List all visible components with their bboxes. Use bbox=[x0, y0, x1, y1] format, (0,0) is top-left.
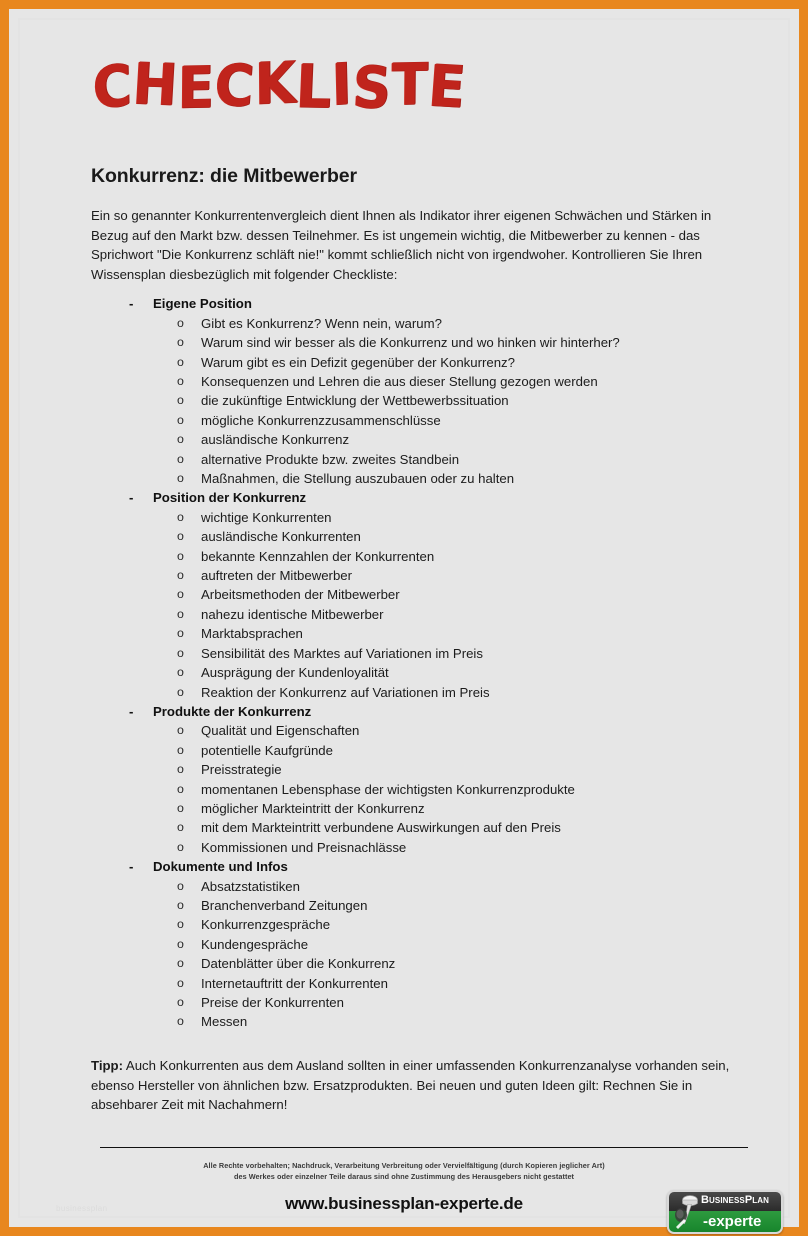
circle-marker-icon: o bbox=[177, 587, 184, 602]
checklist-item[interactable] bbox=[91, 974, 751, 993]
checklist-item[interactable] bbox=[91, 547, 751, 566]
tip-label: Tipp: bbox=[91, 1058, 123, 1073]
circle-marker-icon: o bbox=[177, 548, 184, 563]
title-glyph: I bbox=[331, 51, 354, 119]
circle-marker-icon: o bbox=[177, 315, 184, 330]
checklist-item[interactable] bbox=[91, 721, 751, 740]
checklist-item-label: nahezu identische Mitbewerber bbox=[201, 606, 384, 622]
checklist-section-header bbox=[91, 702, 751, 721]
checklist-item-label: momentanen Lebensphase der wichtigsten Konkurrenzprodukte bbox=[201, 781, 575, 797]
checklist-item-label: bekannte Kennzahlen der Konkurrenten bbox=[201, 548, 435, 564]
checklist-item[interactable] bbox=[91, 799, 751, 818]
checklist-section-header bbox=[91, 488, 751, 507]
circle-marker-icon: o bbox=[177, 529, 184, 544]
circle-marker-icon: o bbox=[177, 723, 184, 738]
circle-marker-icon: o bbox=[177, 820, 184, 835]
checklist-section bbox=[91, 857, 751, 1032]
checklist-item-label: Arbeitsmethoden der Mitbewerber bbox=[201, 587, 400, 603]
circle-marker-icon: o bbox=[177, 975, 184, 990]
checkliste-title-wrap bbox=[91, 50, 469, 123]
tip-text: Auch Konkurrenten aus dem Ausland sollten in einer umfassenden Konkurrenzanalyse vorhanden sein, ebenso Hersteller von ähnlichen bzw. Ersatzprodukten. Bei neuen und guten Ideen gilt: Rechnen Sie in absehbarer Zeit mit Nachahmern! bbox=[91, 1058, 730, 1113]
checklist-sub-list bbox=[91, 314, 751, 489]
checklist-item[interactable] bbox=[91, 391, 751, 410]
checklist-item-label: Messen bbox=[201, 1014, 248, 1030]
checklist-item[interactable] bbox=[91, 818, 751, 837]
circle-marker-icon: o bbox=[177, 645, 184, 660]
page-inner-frame bbox=[18, 18, 790, 1230]
checklist-item-label: ausländische Konkurrenz bbox=[201, 432, 350, 448]
title-glyph: H bbox=[130, 51, 180, 120]
checklist-item-label: wichtige Konkurrenten bbox=[201, 509, 332, 525]
circle-marker-icon: o bbox=[177, 568, 184, 583]
checklist-item-label: Kundengespräche bbox=[201, 936, 309, 952]
dash-marker-icon: - bbox=[129, 296, 134, 312]
checklist-item-label: ausländische Konkurrenten bbox=[201, 529, 361, 545]
checklist-item-label: auftreten der Mitbewerber bbox=[201, 568, 352, 584]
title-glyph: K bbox=[254, 50, 298, 118]
dash-marker-icon: - bbox=[129, 859, 134, 875]
footer-divider bbox=[100, 1147, 748, 1148]
checklist-item-label: Warum sind wir besser als die Konkurrenz und wo hinken wir hinterher? bbox=[201, 335, 620, 351]
checklist-section-label: Produkte der Konkurrenz bbox=[153, 703, 312, 719]
intro-paragraph: Ein so genannter Konkurrentenvergleich dient Ihnen als Indikator ihrer eigenen Schwächen und Stärken in Bezug auf den Markt bzw. dessen Teilnehmer. Es ist ungemein wichtig, die Mitbewerber zu kennen - das Sprichwort "Die Konkurrenz schläft nie!" kommt schließlich nicht von irgendwoher. Kontrollieren Sie Ihren Wissensplan diesbezüglich mit folgender Checkliste: bbox=[91, 208, 712, 282]
checklist-item[interactable] bbox=[91, 566, 751, 585]
dash-marker-icon: - bbox=[129, 703, 134, 719]
checklist-section-label: Eigene Position bbox=[153, 296, 252, 312]
checklist-item[interactable] bbox=[91, 411, 751, 430]
checklist-item[interactable] bbox=[91, 915, 751, 934]
page-watermark: businessplan bbox=[56, 1204, 108, 1213]
checklist-sub-list bbox=[91, 508, 751, 702]
checklist-section-header bbox=[91, 294, 751, 313]
circle-marker-icon: o bbox=[177, 393, 184, 408]
circle-marker-icon: o bbox=[177, 451, 184, 466]
checklist-item[interactable] bbox=[91, 1012, 751, 1031]
checklist-item-label: mögliche Konkurrenzzusammenschlüsse bbox=[201, 412, 441, 428]
checklist-item[interactable] bbox=[91, 372, 751, 391]
checklist-section-header bbox=[91, 857, 751, 876]
checklist-item-label: Qualität und Eigenschaften bbox=[201, 723, 360, 739]
document-heading: Konkurrenz: die Mitbewerber bbox=[91, 165, 358, 187]
title-glyph: L bbox=[295, 52, 334, 123]
checklist-item[interactable] bbox=[91, 605, 751, 624]
circle-marker-icon: o bbox=[177, 878, 184, 893]
circle-marker-icon: o bbox=[177, 762, 184, 777]
checklist-item-label: Datenblätter über die Konkurrenz bbox=[201, 956, 396, 972]
checklist-item[interactable] bbox=[91, 585, 751, 604]
circle-marker-icon: o bbox=[177, 839, 184, 854]
circle-marker-icon: o bbox=[177, 626, 184, 641]
circle-marker-icon: o bbox=[177, 1014, 184, 1029]
businessplan-experte-logo[interactable] bbox=[667, 1190, 783, 1234]
circle-marker-icon: o bbox=[177, 781, 184, 796]
checklist-sub-list bbox=[91, 877, 751, 1032]
checklist-item[interactable] bbox=[91, 896, 751, 915]
checklist-item[interactable] bbox=[91, 314, 751, 333]
title-glyph: T bbox=[391, 52, 430, 119]
circle-marker-icon: o bbox=[177, 684, 184, 699]
checklist-sub-list bbox=[91, 721, 751, 857]
circle-marker-icon: o bbox=[177, 800, 184, 815]
checklist-sections bbox=[91, 294, 751, 1031]
logo-bottom-word: -experte bbox=[703, 1213, 762, 1230]
checklist-item[interactable] bbox=[91, 527, 751, 546]
circle-marker-icon: o bbox=[177, 354, 184, 369]
circle-marker-icon: o bbox=[177, 606, 184, 621]
logo-top-word: BusinessPlan bbox=[701, 1194, 770, 1206]
content-area bbox=[91, 206, 751, 1032]
checklist-item[interactable] bbox=[91, 838, 751, 857]
checklist-section-label: Dokumente und Infos bbox=[153, 859, 288, 875]
checklist-item-label: Reaktion der Konkurrenz auf Variationen im Preis bbox=[201, 684, 490, 700]
checklist-item[interactable] bbox=[91, 877, 751, 896]
checklist-item-label: Ausprägung der Kundenloyalität bbox=[201, 665, 389, 681]
checklist-item-label: Konsequenzen und Lehren die aus dieser Stellung gezogen werden bbox=[201, 374, 598, 389]
checklist-item[interactable] bbox=[91, 935, 751, 954]
screw-icon bbox=[673, 1193, 701, 1231]
checklist-item[interactable] bbox=[91, 993, 751, 1012]
checklist-item[interactable] bbox=[91, 624, 751, 643]
circle-marker-icon: o bbox=[177, 432, 184, 447]
checklist-item-label: Gibt es Konkurrenz? Wenn nein, warum? bbox=[201, 315, 442, 331]
checklist-item[interactable] bbox=[91, 353, 751, 372]
title-glyph: C bbox=[212, 52, 258, 121]
title-glyph: S bbox=[350, 54, 394, 123]
circle-marker-icon: o bbox=[177, 995, 184, 1009]
checklist-item-label: mit dem Markteintritt verbundene Auswirkungen auf den Preis bbox=[201, 820, 561, 836]
checklist-item[interactable] bbox=[91, 663, 751, 682]
checklist-item-label: alternative Produkte bzw. zweites Standbein bbox=[201, 451, 460, 467]
checklist-item-label: Konkurrenzgespräche bbox=[201, 917, 331, 933]
checklist-item-label: Preise der Konkurrenten bbox=[201, 995, 344, 1010]
checklist-item-label: die zukünftige Entwicklung der Wettbewerbssituation bbox=[201, 393, 509, 409]
checklist-item[interactable] bbox=[91, 430, 751, 449]
checklist-item-label: Branchenverband Zeitungen bbox=[201, 897, 368, 913]
title-glyph: E bbox=[177, 55, 216, 122]
checklist-item-label: Warum gibt es ein Defizit gegenüber der Konkurrenz? bbox=[201, 354, 515, 370]
circle-marker-icon: o bbox=[177, 897, 184, 912]
checklist-item[interactable] bbox=[91, 508, 751, 527]
checklist-item[interactable] bbox=[91, 333, 751, 352]
checklist-item-label: Sensibilität des Marktes auf Variationen im Preis bbox=[201, 645, 483, 661]
checklist-item-label: Marktabsprachen bbox=[201, 626, 303, 642]
checklist-item-label: Internetauftritt der Konkurrenten bbox=[201, 975, 388, 991]
circle-marker-icon: o bbox=[177, 665, 184, 680]
checklist-item-label: Kommissionen und Preisnachlässe bbox=[201, 839, 407, 855]
circle-marker-icon: o bbox=[177, 412, 184, 427]
checklist-item-label: potentielle Kaufgründe bbox=[201, 742, 333, 758]
checklist-section-label: Position der Konkurrenz bbox=[153, 490, 307, 506]
checklist-item[interactable] bbox=[91, 644, 751, 663]
circle-marker-icon: o bbox=[177, 917, 184, 932]
circle-marker-icon: o bbox=[177, 742, 184, 757]
checklist-section bbox=[91, 702, 751, 857]
checklist-section bbox=[91, 294, 751, 488]
circle-marker-icon: o bbox=[177, 956, 184, 971]
copyright-fineprint bbox=[20, 1161, 788, 1182]
fineprint-line-1: Alle Rechte vorbehalten; Nachdruck, Verarbeitung Verbreitung oder Vervielfältigung (durch Kopieren jeglicher Art) bbox=[203, 1161, 605, 1170]
circle-marker-icon: o bbox=[177, 374, 184, 388]
circle-marker-icon: o bbox=[177, 471, 184, 486]
fineprint-line-2: des Werkes oder einzelner Teile daraus sind ohne Zustimmung des Herausgebers nicht gestattet bbox=[233, 1171, 575, 1181]
title-glyph: E bbox=[426, 53, 469, 122]
dash-marker-icon: - bbox=[129, 490, 134, 506]
checklist-item-label: möglicher Markteintritt der Konkurrenz bbox=[201, 800, 425, 816]
circle-marker-icon: o bbox=[177, 335, 184, 350]
checklist-item[interactable] bbox=[91, 954, 751, 973]
checklist-item[interactable] bbox=[91, 741, 751, 760]
checklist-item[interactable] bbox=[91, 683, 751, 702]
page-title bbox=[91, 50, 469, 123]
checklist-item[interactable] bbox=[91, 760, 751, 779]
checklist-item-label: Preisstrategie bbox=[201, 762, 282, 778]
checklist-item-label: Maßnahmen, die Stellung auszubauen oder zu halten bbox=[201, 471, 515, 487]
checklist-section bbox=[91, 488, 751, 701]
checklist-item[interactable] bbox=[91, 780, 751, 799]
circle-marker-icon: o bbox=[177, 936, 184, 951]
title-glyph: C bbox=[91, 53, 134, 122]
site-url[interactable]: www.businessplan-experte.de bbox=[285, 1194, 523, 1213]
circle-marker-icon: o bbox=[177, 509, 184, 524]
checklist-item[interactable] bbox=[91, 450, 751, 469]
checklist-item[interactable] bbox=[91, 469, 751, 488]
checklist-item-label: Absatzstatistiken bbox=[201, 878, 300, 894]
tip-paragraph bbox=[91, 1056, 745, 1115]
